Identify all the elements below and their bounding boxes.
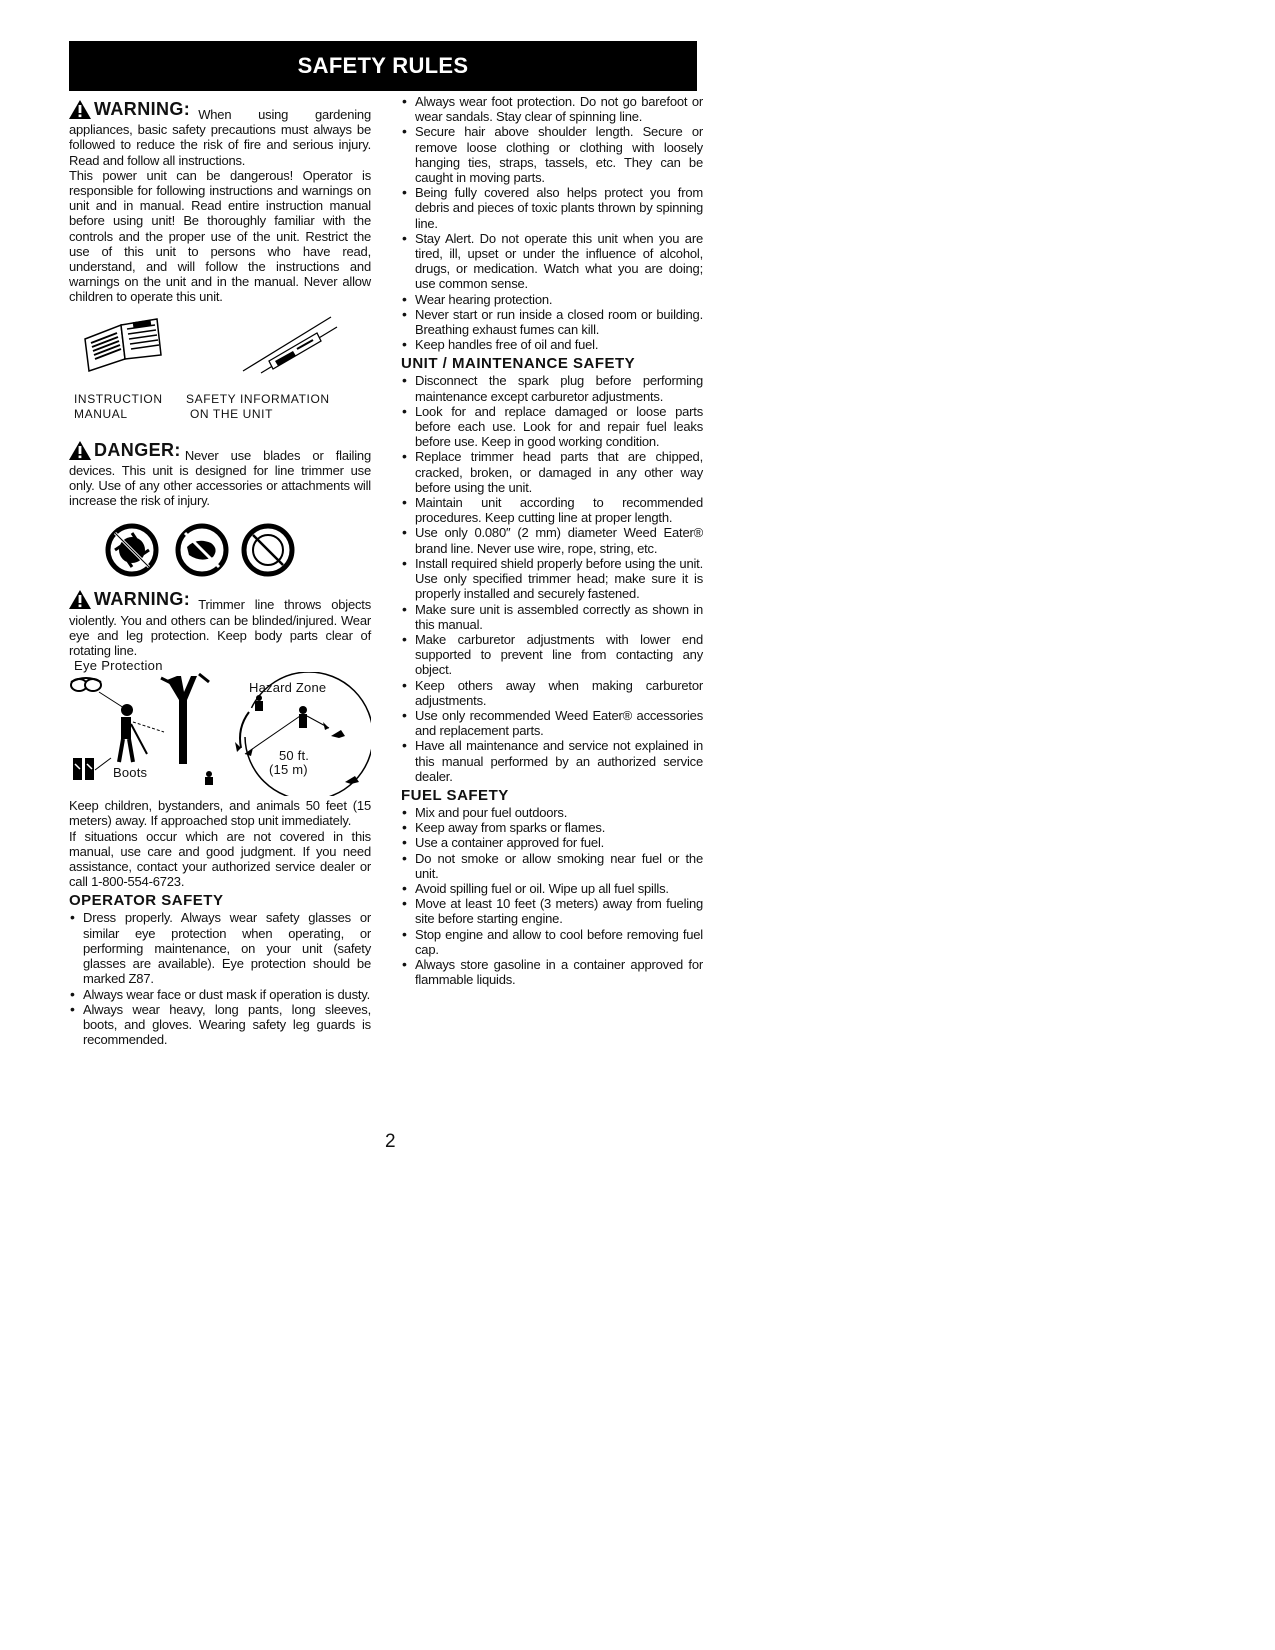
no-flail-icon <box>173 521 231 579</box>
list-item: • Stay Alert. Do not operate this unit when you are tired, ill, upset or under the influence of alcohol, drugs, or medication. Watch what you are doing; use common sense. <box>401 231 703 292</box>
list-item: • Always wear face or dust mask if operation is dusty. <box>69 987 371 1002</box>
list-item: • Wear hearing protection. <box>401 292 703 307</box>
boots-icon <box>73 758 94 780</box>
danger-paragraph <box>69 441 371 509</box>
list-item: • Always store gasoline in a container approved for flammable liquids. <box>401 957 703 987</box>
fuel-safety-list <box>401 805 703 987</box>
list-item: • Dress properly. Always wear safety glasses or similar eye protection when operating, or performing maintenance, on your unit (safety glasses are available). Eye protection should be marked Z87. <box>69 910 371 986</box>
list-item: • Never start or run inside a closed room or building. Breathing exhaust fumes can kill. <box>401 307 703 337</box>
list-item: • Have all maintenance and service not explained in this manual performed by an authorized service dealer. <box>401 738 703 784</box>
decal-caption-line2: ON THE UNIT <box>190 406 274 421</box>
safety-materials-illustration <box>69 305 371 420</box>
warning-heading-2 <box>69 590 190 609</box>
warning-triangle-icon <box>69 100 91 119</box>
list-item: • Install required shield properly before using the unit. Use only specified trimmer head; make sure it is properly installed and securely fastened. <box>401 556 703 602</box>
list-item: • Secure hair above shoulder length. Secure or remove loose clothing or clothing with loosely hanging ties, straps, tassels, etc. They can be caught in moving parts. <box>401 124 703 185</box>
decal-caption-line1: SAFETY INFORMATION <box>186 391 330 406</box>
situations-paragraph: If situations occur which are not covered in this manual, use care and good judgment. If you need assistance, contact your authorized service dealer or call 1-800-554-6723. <box>69 828 371 890</box>
warning-label-1: WARNING: <box>94 98 191 119</box>
instruction-manual-icon <box>83 317 163 373</box>
warning-paragraph-2 <box>69 590 371 658</box>
warning-heading-1 <box>69 100 190 119</box>
operator-figure-icon <box>119 704 164 762</box>
list-item: • Make sure unit is assembled correctly as shown in this manual. <box>401 602 703 632</box>
operator-safety-list <box>69 910 371 1047</box>
list-item: • Always wear foot protection. Do not go barefoot or wear sandals. Stay clear of spinning line. <box>401 94 703 124</box>
list-item: • Keep others away when making carburetor adjustments. <box>401 678 703 708</box>
hazard-zone-label: Hazard Zone <box>249 680 327 696</box>
maintenance-safety-list <box>401 373 703 783</box>
list-item: • Use only recommended Weed Eater® accessories and replacement parts. <box>401 708 703 738</box>
list-item: • Use only 0.080″ (2 mm) diameter Weed Eater® brand line. Never use wire, rope, string, etc. <box>401 525 703 555</box>
warning-label-2: WARNING: <box>94 589 191 610</box>
list-item: • Move at least 10 feet (3 meters) away from fueling site before starting engine. <box>401 896 703 926</box>
distance-ft-label: 50 ft. <box>279 748 310 764</box>
safety-decal-icon <box>239 311 339 381</box>
list-item: • Avoid spilling fuel or oil. Wipe up all fuel spills. <box>401 881 703 896</box>
warning-paragraph-1 <box>69 100 371 168</box>
maintenance-safety-heading: UNIT / MAINTENANCE SAFETY <box>401 355 636 373</box>
list-item: • Maintain unit according to recommended procedures. Keep cutting line at proper length. <box>401 495 703 525</box>
danger-heading <box>69 441 181 460</box>
warning-body-text: This power unit can be dangerous! Operator is responsible for following instructions and warnings on unit and in manual. Read entire instruction manual before using unit! Be thoroughly familiar with the controls and the proper use of the unit. Restrict the use of this unit to persons who have read, understand, and will follow the instructions and warnings on the unit and in the manual. Never allow children to operate this unit. <box>69 167 371 305</box>
manual-caption <box>74 392 163 422</box>
warning-text-2: Trimmer line throws objects violently. You and others can be blinded/injured. Wear eye and leg protection. Keep body parts clear of rotating line. <box>69 597 371 659</box>
list-item: • Keep away from sparks or flames. <box>401 820 703 835</box>
list-item: • Make carburetor adjustments with lower end supported to prevent line from contacting any object. <box>401 632 703 678</box>
list-item: • Replace trimmer head parts that are chipped, cracked, broken, or damaged in any other way before using the unit. <box>401 449 703 495</box>
no-saw-blade-icon <box>239 521 297 579</box>
hazard-zone-diagram <box>69 658 371 796</box>
list-item: • Disconnect the spark plug before performing maintenance except carburetor adjustments. <box>401 373 703 403</box>
list-item: • Stop engine and allow to cool before removing fuel cap. <box>401 927 703 957</box>
tree-icon <box>161 674 209 764</box>
list-item: • Do not smoke or allow smoking near fuel or the unit. <box>401 851 703 881</box>
decal-caption <box>186 392 330 422</box>
children-paragraph: Keep children, bystanders, and animals 50 feet (15 meters) away. If approached stop unit immediately. <box>69 798 371 829</box>
goggles-icon <box>71 678 101 691</box>
warning-triangle-icon <box>69 441 91 460</box>
list-item: • Keep handles free of oil and fuel. <box>401 337 703 352</box>
manual-caption-line1: INSTRUCTION <box>74 391 163 406</box>
no-blade-icon <box>103 521 161 579</box>
operator-safety-heading: OPERATOR SAFETY <box>69 892 224 910</box>
left-column <box>69 100 371 1047</box>
list-item: • Look for and replace damaged or loose parts before each use. Look for and repair fuel leaks before use. Keep in good working condition. <box>401 404 703 450</box>
distance-m-label: (15 m) <box>269 762 308 778</box>
operator-safety-continued-list <box>401 94 703 352</box>
list-item: • Being fully covered also helps protect you from debris and pieces of toxic plants thrown by spinning line. <box>401 185 703 231</box>
manual-caption-line2: MANUAL <box>74 406 128 421</box>
page-number: 2 <box>385 1131 396 1152</box>
right-column <box>401 94 703 987</box>
fuel-safety-heading: FUEL SAFETY <box>401 786 509 804</box>
warning-triangle-icon <box>69 590 91 609</box>
page-title: SAFETY RULES <box>69 41 697 91</box>
danger-label: DANGER: <box>94 439 181 460</box>
list-item: • Mix and pour fuel outdoors. <box>401 805 703 820</box>
warning-lead-text: When using gardening appliances, basic safety precautions must always be followed to reduce the risk of fire and serious injury. Read and follow all instructions. <box>69 107 371 168</box>
list-item: • Always wear heavy, long pants, long sleeves, boots, and gloves. Wearing safety leg guards is recommended. <box>69 1002 371 1048</box>
prohibited-attachments-icons <box>69 516 371 586</box>
eye-protection-label: Eye Protection <box>74 658 163 674</box>
list-item: • Use a container approved for fuel. <box>401 835 703 850</box>
boots-label: Boots <box>113 765 148 781</box>
danger-text: Never use blades or flailing devices. This unit is designed for line trimmer use only. Use of any other accessories or attachments will increase the risk of injury. <box>69 447 371 509</box>
